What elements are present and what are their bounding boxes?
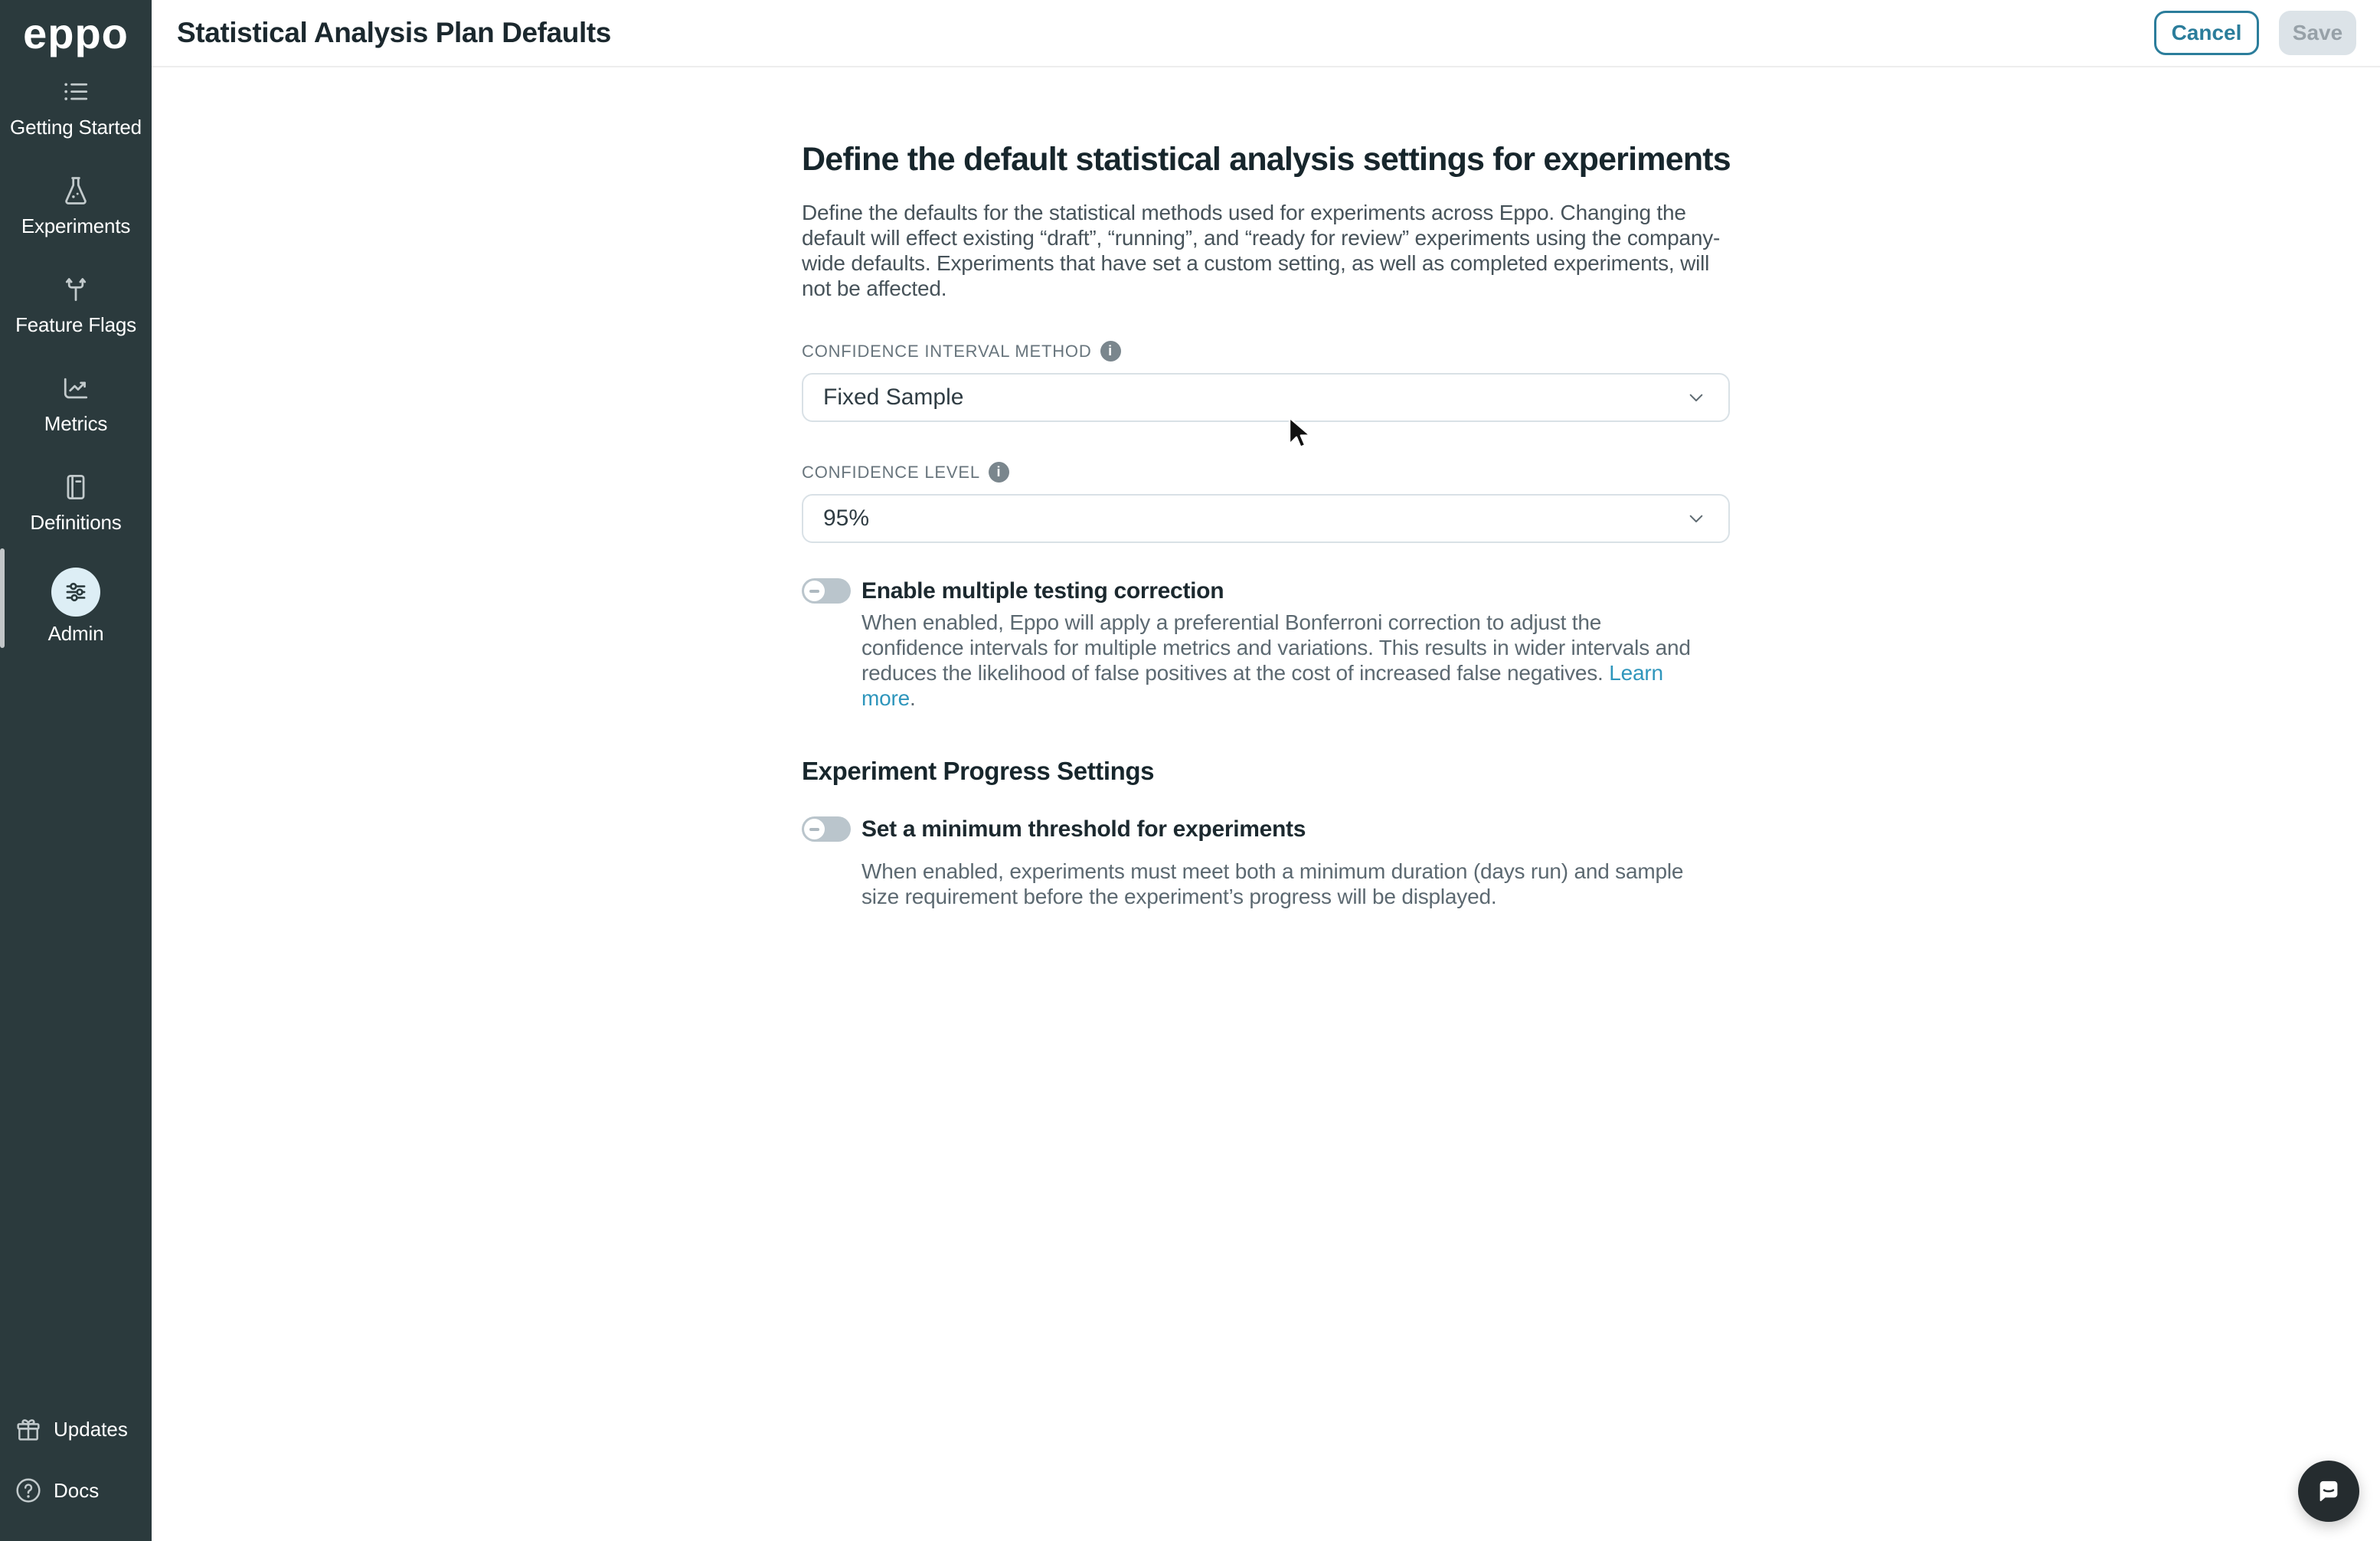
sidebar-item-label: Experiments bbox=[21, 214, 131, 237]
chat-launcher-button[interactable] bbox=[2298, 1461, 2359, 1522]
sliders-icon bbox=[51, 568, 100, 617]
multiple-testing-description: When enabled, Eppo will apply a preferential Bonferroni correction to adjust the confidence intervals for multiple metrics and variations. This results in wider intervals and reduces the likelihood of false positives at the cost of increased false negatives. Learn more. bbox=[861, 610, 1691, 710]
confidence-level-field bbox=[802, 462, 1730, 543]
sidebar-item-label: Metrics bbox=[44, 412, 108, 435]
branch-icon bbox=[57, 271, 94, 308]
multiple-testing-label: Enable multiple testing correction bbox=[861, 578, 1224, 604]
sidebar-item-admin[interactable] bbox=[0, 568, 152, 666]
sidebar-item-updates[interactable] bbox=[0, 1411, 152, 1448]
selected-value: 95% bbox=[823, 505, 870, 531]
sidebar-item-label: Docs bbox=[54, 1478, 100, 1502]
selected-value: Fixed Sample bbox=[823, 384, 964, 410]
sidebar-scrollbar-thumb[interactable] bbox=[0, 548, 5, 648]
sidebar-item-docs[interactable] bbox=[0, 1472, 152, 1509]
sidebar-item-feature-flags[interactable] bbox=[0, 271, 152, 370]
info-icon[interactable]: i bbox=[1100, 341, 1121, 362]
minimum-threshold-row bbox=[802, 816, 1730, 842]
sidebar-item-label: Feature Flags bbox=[15, 313, 136, 336]
toggle-knob bbox=[804, 819, 825, 839]
minimum-threshold-label: Set a minimum threshold for experiments bbox=[861, 816, 1306, 842]
field-label-text: CONFIDENCE INTERVAL METHOD bbox=[802, 341, 1092, 361]
main-content bbox=[152, 69, 2380, 1541]
sidebar-item-experiments[interactable] bbox=[0, 172, 152, 271]
sidebar-item-label: Definitions bbox=[30, 511, 122, 534]
flask-icon bbox=[57, 172, 94, 209]
cancel-button[interactable]: Cancel bbox=[2154, 11, 2259, 55]
chevron-down-icon bbox=[1684, 385, 1708, 410]
header-actions bbox=[2154, 11, 2356, 55]
chevron-down-icon bbox=[1684, 506, 1708, 531]
sidebar-item-label: Getting Started bbox=[10, 116, 142, 139]
content-heading: Define the default statistical analysis settings for experiments bbox=[802, 141, 1731, 178]
sidebar-item-getting-started[interactable] bbox=[0, 74, 152, 172]
confidence-level-select[interactable] bbox=[802, 494, 1730, 543]
minimum-threshold-toggle[interactable] bbox=[802, 816, 851, 842]
multiple-testing-row bbox=[802, 578, 1730, 604]
chart-icon bbox=[57, 370, 94, 407]
top-bar bbox=[152, 0, 2380, 67]
sidebar-item-definitions[interactable] bbox=[0, 469, 152, 568]
learn-more-link[interactable]: Learn more bbox=[861, 661, 1663, 710]
eppo-logo: eppo bbox=[23, 9, 129, 57]
progress-settings-heading: Experiment Progress Settings bbox=[802, 757, 1155, 785]
sidebar-item-label: Admin bbox=[47, 622, 104, 645]
field-label-text: CONFIDENCE LEVEL bbox=[802, 462, 980, 482]
confidence-interval-method-field bbox=[802, 341, 1730, 422]
sidebar-item-label: Updates bbox=[54, 1417, 128, 1441]
field-label bbox=[802, 341, 1730, 362]
save-button[interactable]: Save bbox=[2279, 11, 2356, 55]
gift-icon bbox=[11, 1412, 45, 1446]
minimum-threshold-description: When enabled, experiments must meet both a minimum duration (days run) and sample size requirement before the experiment’s progress will be displayed. bbox=[861, 859, 1684, 908]
chat-bubble-icon bbox=[2313, 1475, 2345, 1507]
book-icon bbox=[57, 469, 94, 505]
sidebar-item-metrics[interactable] bbox=[0, 370, 152, 469]
sidebar bbox=[0, 0, 152, 1541]
sidebar-nav bbox=[0, 74, 152, 666]
page-title: Statistical Analysis Plan Defaults bbox=[177, 17, 611, 48]
question-circle-icon bbox=[11, 1474, 45, 1507]
confidence-interval-method-select[interactable] bbox=[802, 373, 1730, 422]
field-label bbox=[802, 462, 1730, 483]
toggle-knob bbox=[804, 581, 825, 601]
list-icon bbox=[57, 74, 94, 110]
info-icon[interactable]: i bbox=[989, 462, 1009, 483]
intro-paragraph: Define the defaults for the statistical methods used for experiments across Eppo. Changing the default will effect existing “draft”, “running”, and “ready for review” experiments using the company-wide defaults. Experiments that have set a custom setting, as well as completed experiments, will not be affected. bbox=[802, 201, 1721, 300]
multiple-testing-toggle[interactable] bbox=[802, 578, 851, 604]
